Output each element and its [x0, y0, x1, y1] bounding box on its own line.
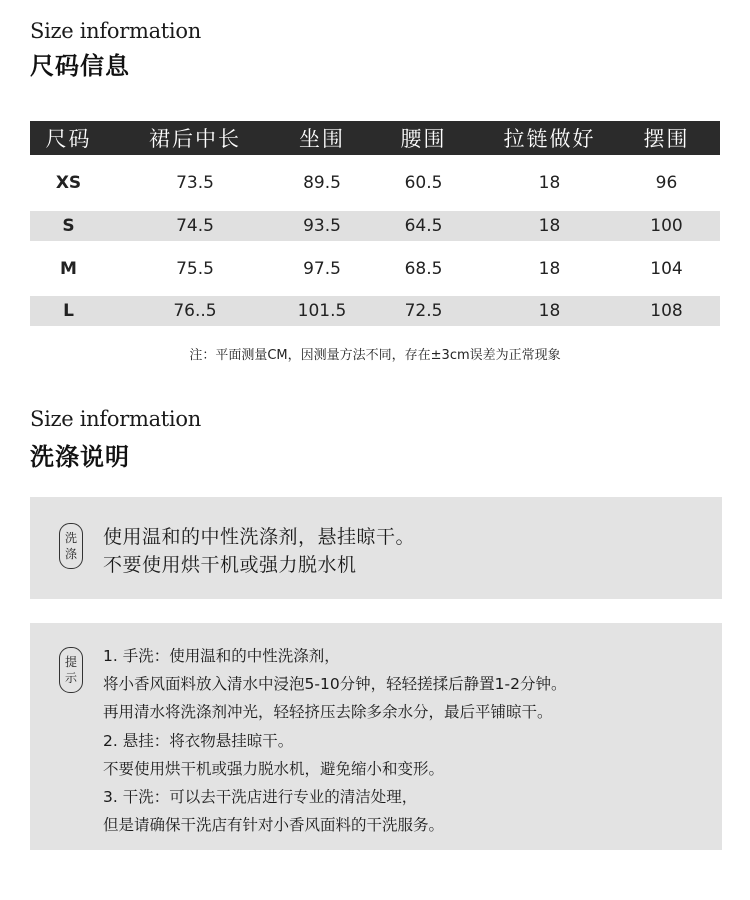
- column-header-waist: 腰围: [361, 121, 486, 155]
- table-cell: 73.5: [107, 155, 283, 211]
- table-cell: 60.5: [361, 155, 486, 211]
- table-row: [30, 296, 720, 326]
- tips-line: 不要使用烘干机或强力脱水机，避免缩小和变形。: [103, 759, 445, 778]
- tips-line: 再用清水将洗涤剂冲光，轻轻挤压去除多余水分，最后平铺晾干。: [103, 703, 553, 722]
- wash-section-title-en: Size information: [30, 407, 201, 431]
- tips-badge-char: 提: [64, 655, 77, 669]
- column-header-hem: 摆围: [613, 121, 720, 155]
- wash-badge-icon: [59, 523, 83, 569]
- tips-badge-char: 示: [64, 671, 77, 685]
- size-table-header-row: [30, 121, 720, 155]
- column-header-size: 尺码: [30, 121, 107, 155]
- table-row: [30, 155, 720, 211]
- table-cell: 18: [486, 155, 613, 211]
- table-cell: 108: [613, 296, 720, 326]
- tips-panel: [30, 623, 722, 850]
- column-header-seat: 坐围: [283, 121, 361, 155]
- table-cell: 18: [486, 296, 613, 326]
- table-cell: 18: [486, 241, 613, 296]
- tips-badge-icon: [59, 647, 83, 693]
- size-table: [30, 121, 720, 326]
- tips-text: [103, 642, 567, 839]
- wash-badge-char: 涤: [64, 547, 77, 561]
- size-cell: S: [30, 211, 107, 241]
- tips-line: 将小香风面料放入清水中浸泡5-10分钟，轻轻搓揉后静置1-2分钟。: [103, 675, 567, 694]
- table-cell: 72.5: [361, 296, 486, 326]
- table-row: [30, 241, 720, 296]
- wash-panel: [30, 497, 722, 599]
- measurement-note: 注：平面测量CM，因测量方法不同，存在±3cm误差为正常现象: [189, 348, 561, 363]
- tips-line: 1. 手洗：使用温和的中性洗涤剂，: [103, 647, 340, 665]
- tips-line: 3. 干洗：可以去干洗店进行专业的清洁处理，: [103, 788, 418, 807]
- table-cell: 96: [613, 155, 720, 211]
- wash-line: 使用温和的中性洗涤剂，悬挂晾干。: [103, 526, 416, 548]
- wash-line: 不要使用烘干机或强力脱水机: [103, 554, 357, 576]
- tips-line: 2. 悬挂：将衣物悬挂晾干。: [103, 731, 294, 750]
- size-cell: XS: [30, 155, 107, 211]
- size-section-title-en: Size information: [30, 19, 201, 43]
- tips-line: 但是请确保干洗店有针对小香风面料的干洗服务。: [103, 816, 445, 835]
- table-cell: 100: [613, 211, 720, 241]
- column-header-zipper: 拉链做好: [486, 121, 613, 155]
- size-cell: M: [30, 241, 107, 296]
- table-cell: 89.5: [283, 155, 361, 211]
- table-cell: 68.5: [361, 241, 486, 296]
- table-row: [30, 211, 720, 241]
- table-cell: 101.5: [283, 296, 361, 326]
- table-cell: 75.5: [107, 241, 283, 296]
- table-cell: 76..5: [107, 296, 283, 326]
- table-cell: 18: [486, 211, 613, 241]
- wash-section-title-cn: 洗涤说明: [30, 443, 130, 471]
- wash-badge-char: 洗: [64, 531, 77, 545]
- column-header-back-length: 裙后中长: [107, 121, 283, 155]
- table-cell: 64.5: [361, 211, 486, 241]
- size-cell: L: [30, 296, 107, 326]
- table-cell: 74.5: [107, 211, 283, 241]
- size-section-title-cn: 尺码信息: [30, 52, 130, 80]
- table-cell: 97.5: [283, 241, 361, 296]
- table-cell: 104: [613, 241, 720, 296]
- wash-text: [103, 523, 415, 579]
- table-cell: 93.5: [283, 211, 361, 241]
